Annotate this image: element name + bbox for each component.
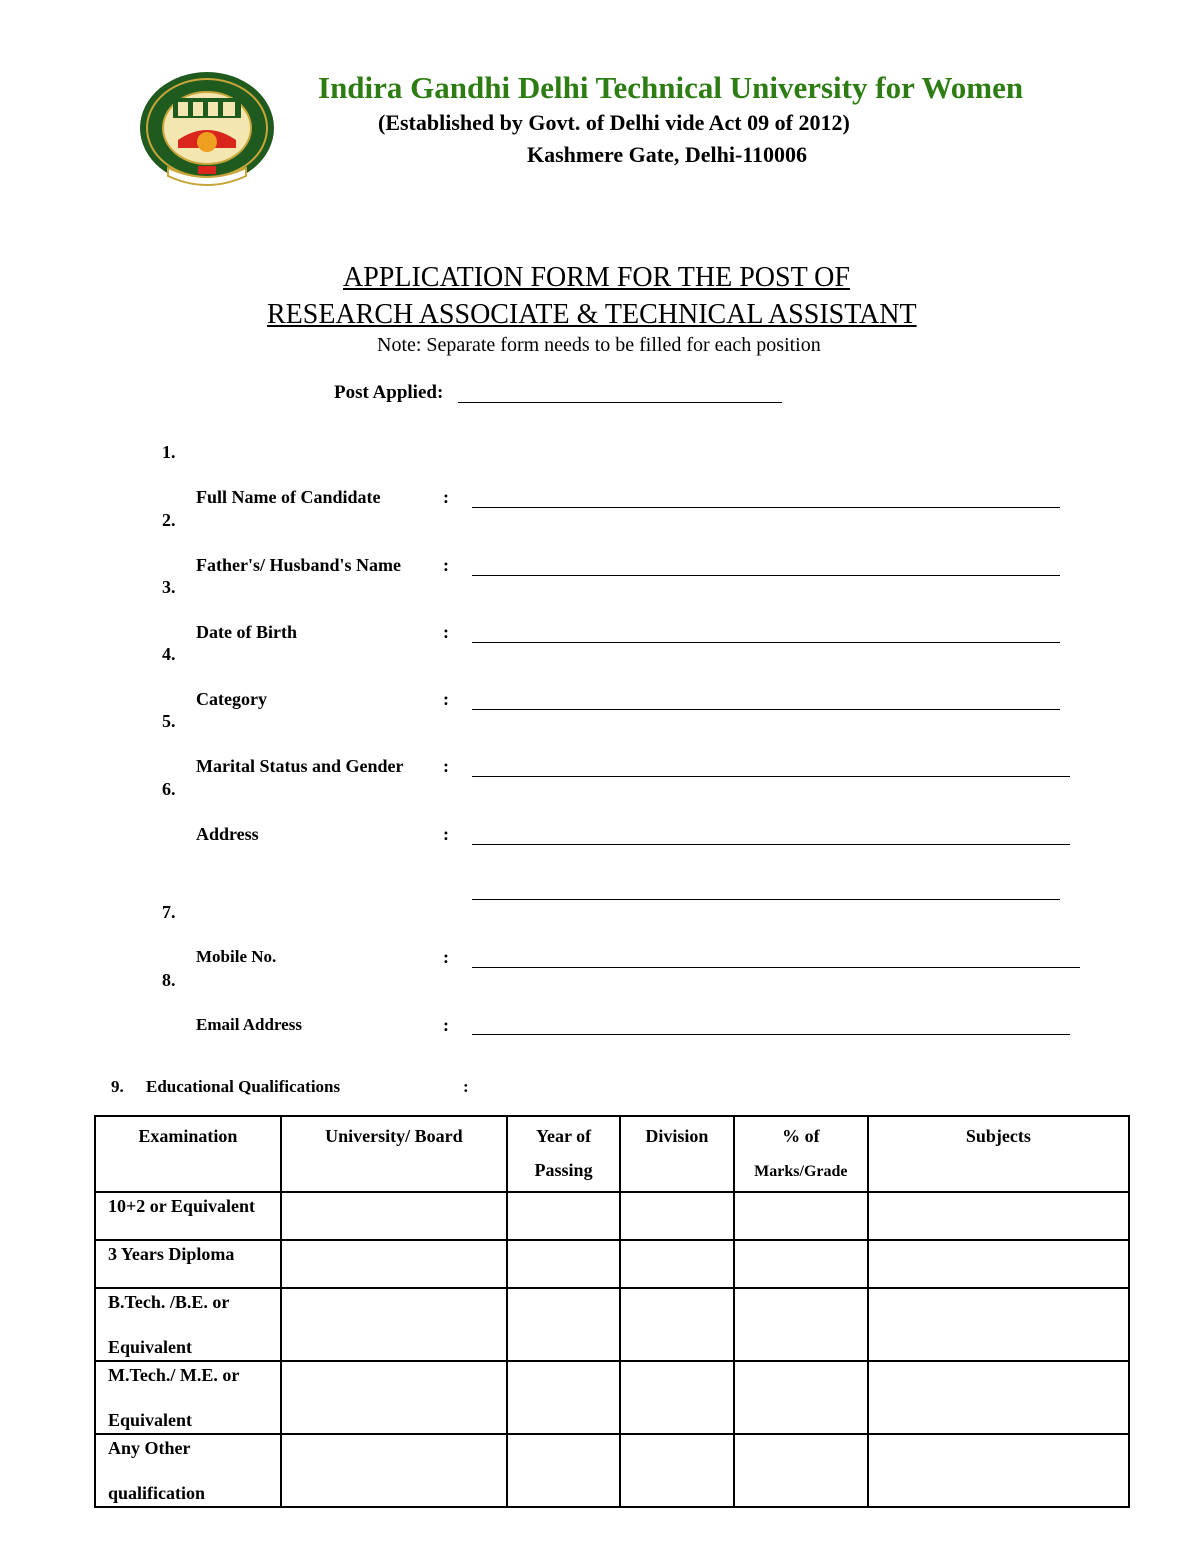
form-title-line2: RESEARCH ASSOCIATE & TECHNICAL ASSISTANT <box>267 299 917 330</box>
field-colon: : <box>443 555 449 575</box>
cell-board[interactable] <box>281 1288 507 1361</box>
field-label-father-husband-name: Father's/ Husband's Name <box>196 555 402 575</box>
row-label: 10+2 or Equivalent <box>108 1196 255 1216</box>
cell-board[interactable] <box>281 1361 507 1434</box>
cell-marks[interactable] <box>734 1361 868 1434</box>
table-row <box>95 1434 1129 1507</box>
university-logo <box>138 70 276 192</box>
row-label-2: Equivalent <box>108 1410 193 1430</box>
header-year-of-passing <box>507 1116 620 1192</box>
field-label-address: Address <box>196 824 259 844</box>
cell-board[interactable] <box>281 1240 507 1288</box>
education-label: Educational Qualifications <box>146 1077 341 1096</box>
category-input-line[interactable] <box>472 709 1060 710</box>
field-number: 6. <box>162 779 176 799</box>
header-examination: Examination <box>95 1116 281 1192</box>
field-label-marital-status-gender: Marital Status and Gender <box>196 756 404 776</box>
cell-year[interactable] <box>507 1434 620 1507</box>
cell-year[interactable] <box>507 1240 620 1288</box>
email-input-line[interactable] <box>472 1034 1070 1035</box>
post-applied-input-line[interactable] <box>458 402 782 403</box>
header-marks-b: Marks/Grade <box>754 1163 848 1180</box>
field-number: 8. <box>162 970 176 990</box>
address-input-line-1[interactable] <box>472 844 1070 845</box>
row-label: 3 Years Diploma <box>108 1244 235 1264</box>
row-label: Any Other <box>108 1438 191 1458</box>
table-header-row <box>95 1116 1129 1192</box>
cell-subjects[interactable] <box>868 1192 1129 1240</box>
university-establishment: (Established by Govt. of Delhi vide Act 09 of 2012) <box>378 110 850 135</box>
cell-subjects[interactable] <box>868 1240 1129 1288</box>
header-marks <box>734 1116 868 1192</box>
field-label-date-of-birth: Date of Birth <box>196 622 297 642</box>
header-university-board: University/ Board <box>281 1116 507 1192</box>
header-year-b: Passing <box>534 1160 593 1180</box>
field-colon: : <box>443 947 449 967</box>
cell-division[interactable] <box>620 1434 734 1507</box>
mobile-input-line[interactable] <box>472 967 1080 968</box>
header-division: Division <box>620 1116 734 1192</box>
cell-marks[interactable] <box>734 1240 868 1288</box>
table-row <box>95 1361 1129 1434</box>
header-year-a: Year of <box>535 1126 592 1146</box>
table-row <box>95 1192 1129 1240</box>
field-colon: : <box>443 487 449 507</box>
field-number: 5. <box>162 711 176 731</box>
table-row <box>95 1288 1129 1361</box>
row-label-2: Equivalent <box>108 1337 193 1357</box>
university-address: Kashmere Gate, Delhi-110006 <box>527 142 808 167</box>
row-label: B.Tech. /B.E. or <box>108 1292 230 1312</box>
cell-subjects[interactable] <box>868 1361 1129 1434</box>
cell-division[interactable] <box>620 1288 734 1361</box>
post-applied-label: Post Applied: <box>334 382 444 403</box>
education-table <box>94 1115 1130 1508</box>
cell-year[interactable] <box>507 1361 620 1434</box>
field-colon: : <box>443 622 449 642</box>
cell-year[interactable] <box>507 1192 620 1240</box>
field-colon: : <box>443 824 449 844</box>
field-colon: : <box>443 689 449 709</box>
row-examination <box>95 1434 281 1507</box>
field-number: 7. <box>162 902 176 922</box>
cell-board[interactable] <box>281 1192 507 1240</box>
field-label-email: Email Address <box>196 1015 302 1034</box>
row-examination <box>95 1288 281 1361</box>
form-title-line1: APPLICATION FORM FOR THE POST OF <box>343 262 850 293</box>
cell-division[interactable] <box>620 1240 734 1288</box>
row-label-2: qualification <box>108 1483 206 1503</box>
marital-status-gender-input-line[interactable] <box>472 776 1070 777</box>
row-examination <box>95 1361 281 1434</box>
field-label-category: Category <box>196 689 267 709</box>
field-number: 4. <box>162 644 176 664</box>
cell-marks[interactable] <box>734 1288 868 1361</box>
education-colon: : <box>463 1077 469 1096</box>
father-husband-name-input-line[interactable] <box>472 575 1060 576</box>
university-name: Indira Gandhi Delhi Technical University for Women <box>318 70 1024 105</box>
header-subjects: Subjects <box>868 1116 1129 1192</box>
cell-subjects[interactable] <box>868 1288 1129 1361</box>
header-marks-a: % of <box>782 1126 820 1146</box>
full-name-input-line[interactable] <box>472 507 1060 508</box>
cell-division[interactable] <box>620 1192 734 1240</box>
university-seal-icon <box>138 70 276 192</box>
field-number: 3. <box>162 577 176 597</box>
row-label: M.Tech./ M.E. or <box>108 1365 240 1385</box>
address-input-line-2[interactable] <box>472 899 1060 900</box>
cell-division[interactable] <box>620 1361 734 1434</box>
field-number: 1. <box>162 442 176 462</box>
table-row <box>95 1240 1129 1288</box>
cell-subjects[interactable] <box>868 1434 1129 1507</box>
form-note: Note: Separate form needs to be filled for each position <box>377 334 821 356</box>
cell-year[interactable] <box>507 1288 620 1361</box>
row-examination <box>95 1192 281 1240</box>
cell-marks[interactable] <box>734 1192 868 1240</box>
field-number: 2. <box>162 510 176 530</box>
date-of-birth-input-line[interactable] <box>472 642 1060 643</box>
cell-marks[interactable] <box>734 1434 868 1507</box>
cell-board[interactable] <box>281 1434 507 1507</box>
field-label-full-name: Full Name of Candidate <box>196 487 381 507</box>
field-label-mobile: Mobile No. <box>196 947 277 966</box>
education-number: 9. <box>111 1077 124 1096</box>
field-colon: : <box>443 756 449 776</box>
field-colon: : <box>443 1015 449 1035</box>
row-examination <box>95 1240 281 1288</box>
